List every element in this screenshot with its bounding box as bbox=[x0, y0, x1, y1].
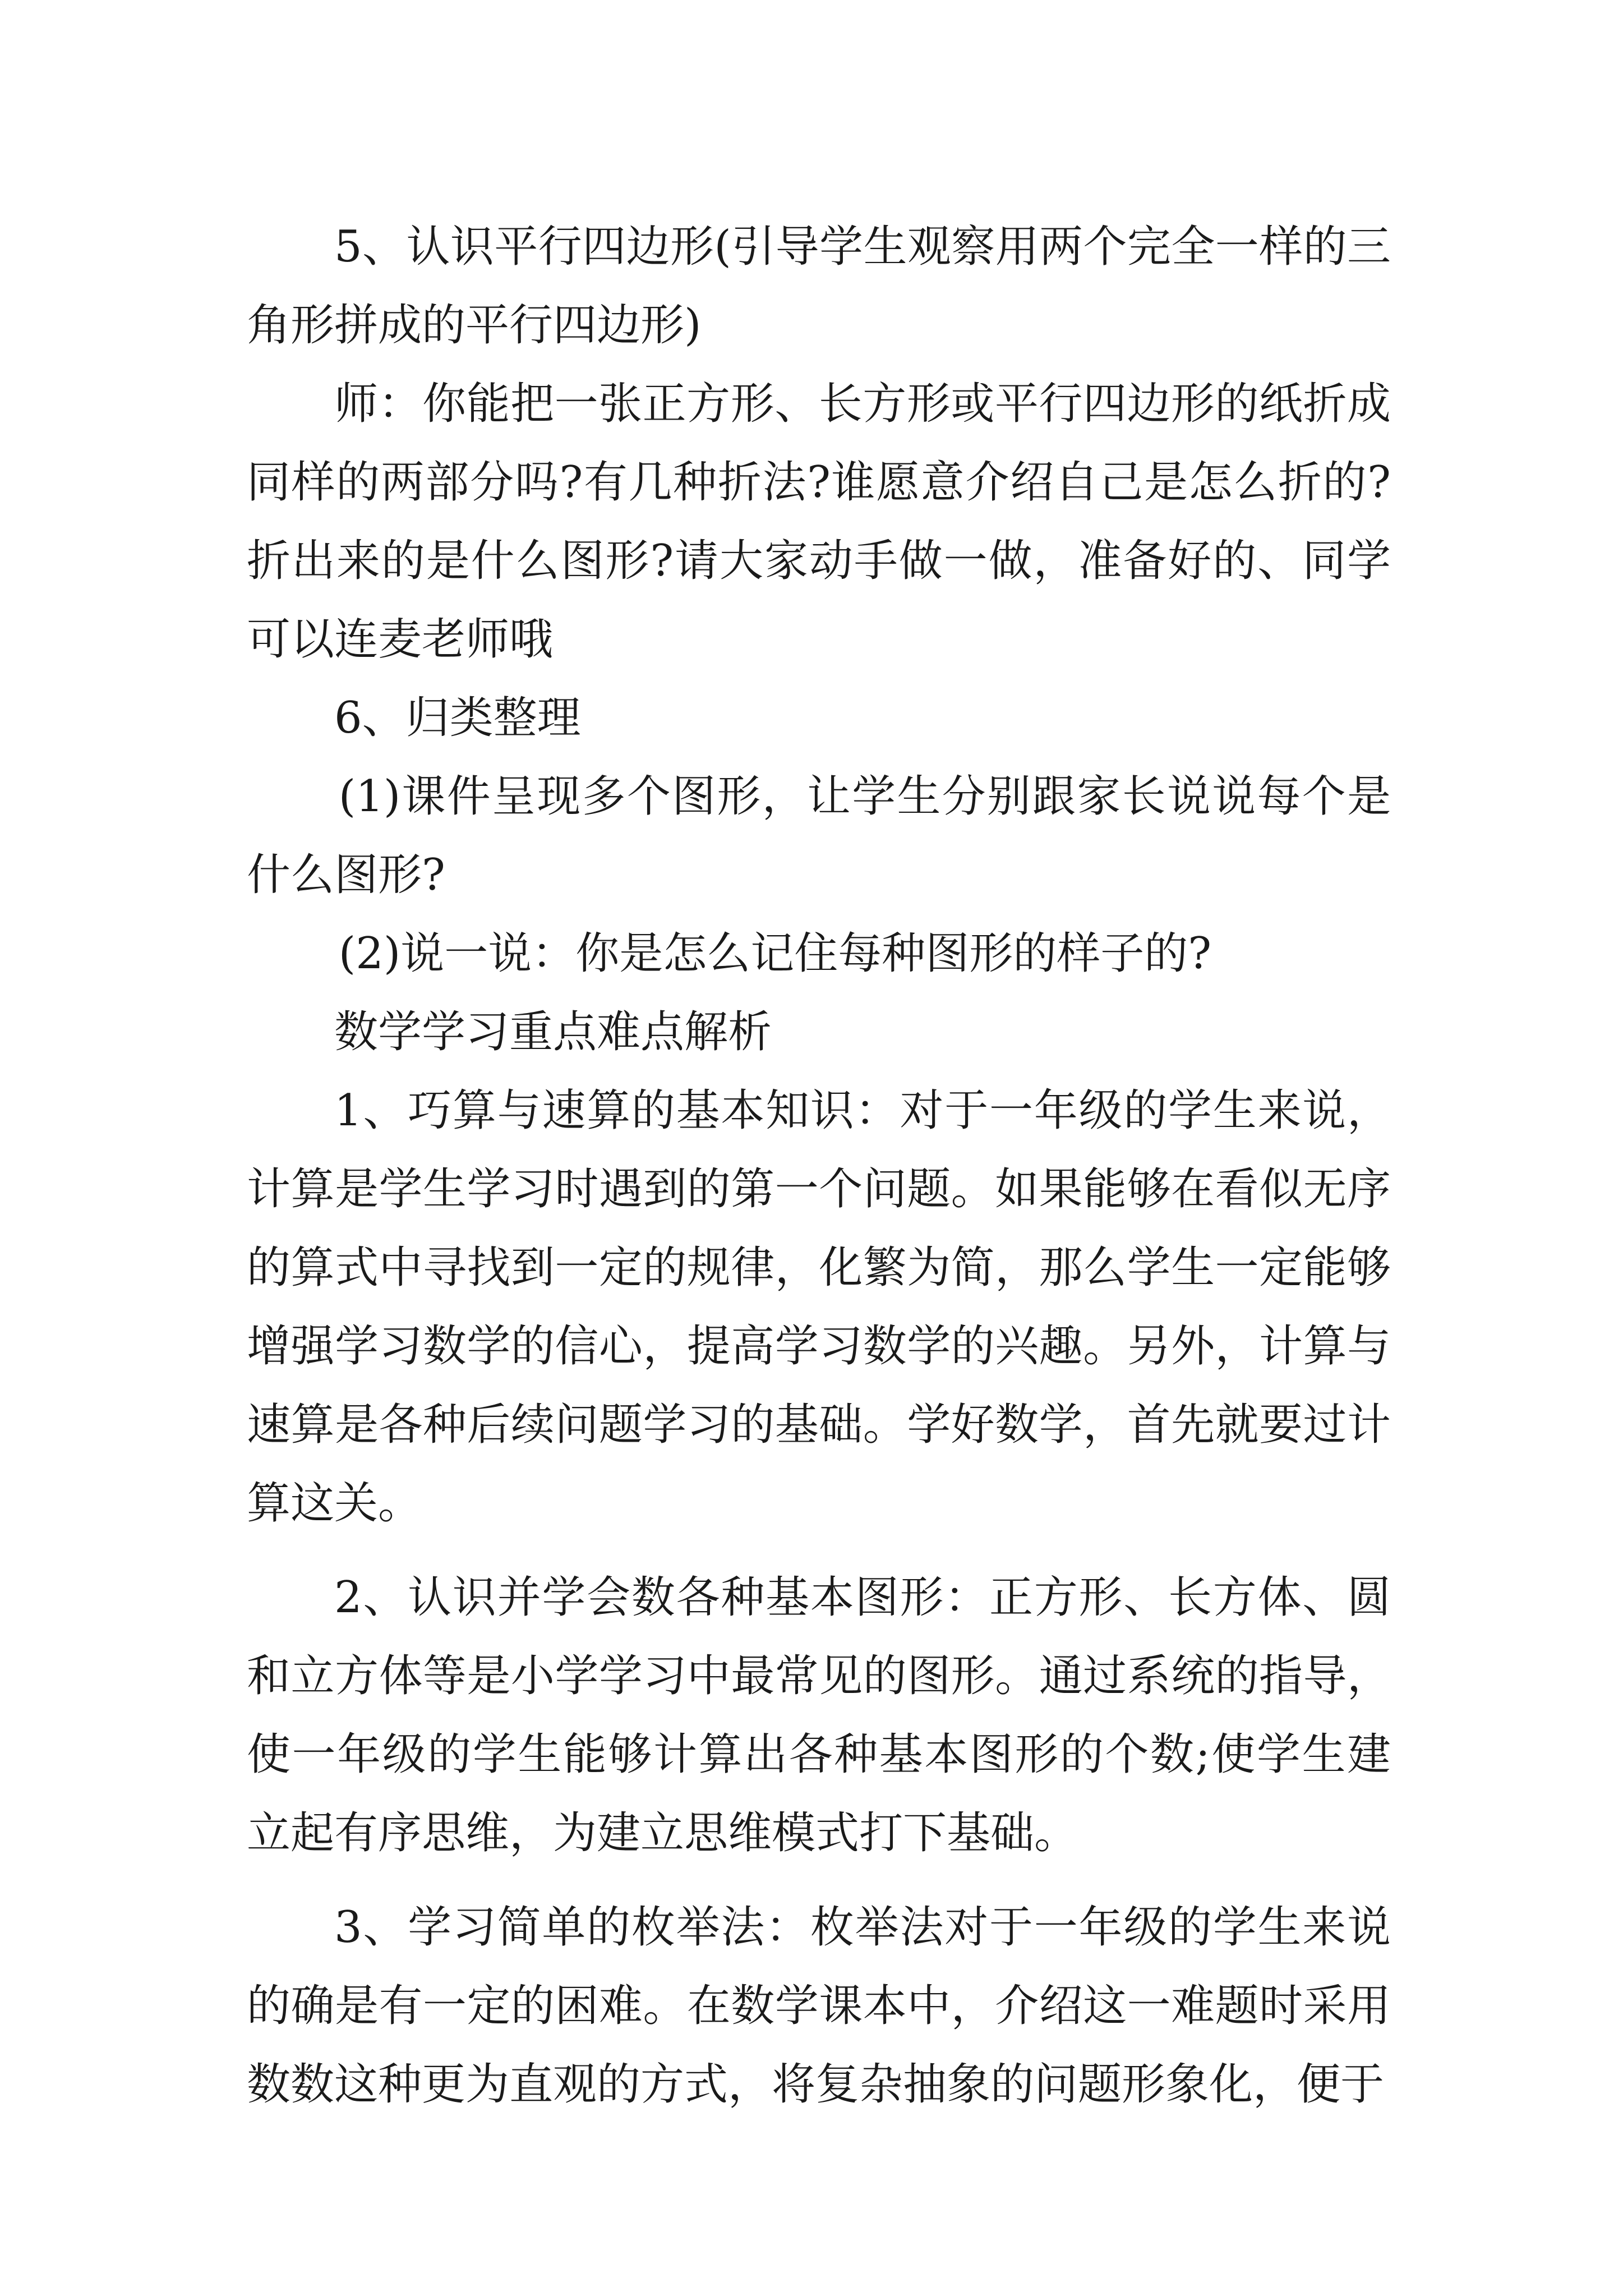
paragraph-classify-step-1: (1)课件呈现多个图形，让学生分别跟家长说说每个是什么图形? bbox=[247, 771, 1391, 900]
document-body bbox=[247, 208, 1391, 2124]
paragraph-point-2: 2、认识并学会数各种基本图形：正方形、长方体、圆和立方体等是小学学习中最常见的图形。通过系统的指导，使一年级的学生能够计算出各种基本图形的个数;使学生建立起有序思维，为建立思维模式打下基础。 bbox=[247, 1572, 1391, 1858]
paragraph-classify-step-2: (2)说一说：你是怎么记住每种图形的样子的? bbox=[338, 928, 1212, 979]
paragraph-point-3: 3、学习简单的枚举法：枚举法对于一年级的学生来说的确是有一定的困难。在数学课本中，介绍这一难题时采用数数这种更为直观的方式，将复杂抽象的问题形象化，便于 bbox=[247, 1902, 1391, 2110]
paragraph-parallelogram: 5、认识平行四边形(引导学生观察用两个完全一样的三角形拼成的平行四边形) bbox=[247, 222, 1391, 351]
paragraph-teacher-question: 师：你能把一张正方形、长方形或平行四边形的纸折成同样的两部分吗?有几种折法?谁愿意介绍自己是怎么折的?折出来的是什么图形?请大家动手做一做，准备好的、同学可以连麦老师哦 bbox=[247, 379, 1391, 665]
section-heading-key-points: 数学学习重点难点解析 bbox=[334, 1007, 772, 1057]
paragraph-point-1: 1、巧算与速算的基本知识：对于一年级的学生来说，计算是学生学习时遇到的第一个问题。如果能够在看似无序的算式中寻找到一定的规律，化繁为简，那么学生一定能够增强学习数学的信心，提高学习数学的兴趣。另外，计算与速算是各种后续问题学习的基础。学好数学，首先就要过计算这关。 bbox=[247, 1085, 1391, 1529]
paragraph-classify-heading: 6、归类整理 bbox=[334, 693, 581, 743]
